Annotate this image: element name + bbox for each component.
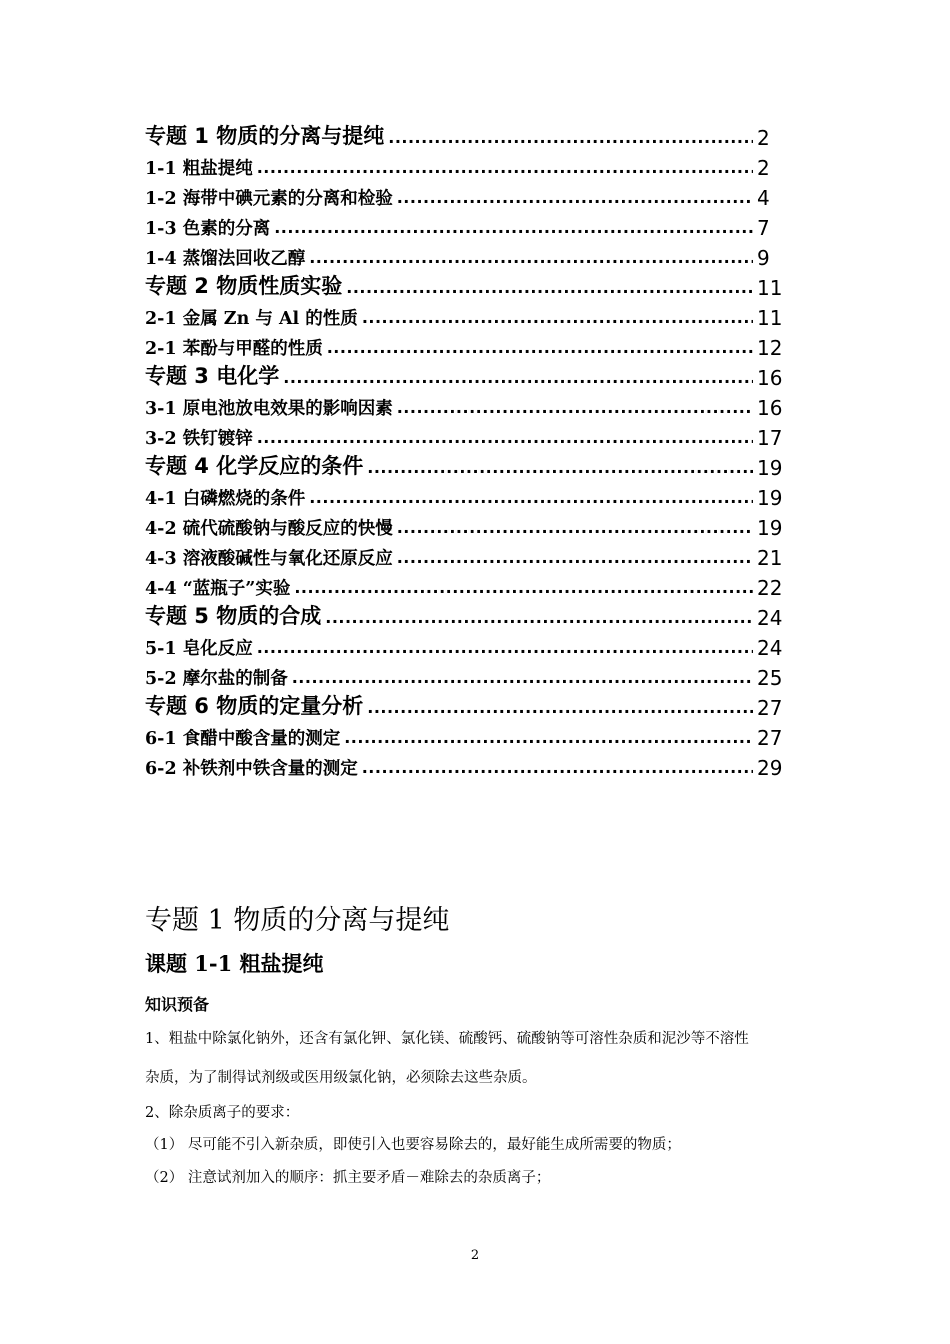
toc-entry[interactable]: [145, 360, 795, 390]
toc-leader: [257, 638, 753, 660]
toc-entry-page: 4: [757, 186, 770, 210]
toc-entry[interactable]: [145, 630, 795, 660]
toc-entry[interactable]: [145, 480, 795, 510]
toc-entry-page: 24: [757, 636, 783, 660]
toc-entry-page: 11: [757, 306, 783, 330]
toc-entry-label: 1-1 粗盐提纯: [145, 159, 253, 179]
toc-entry-label: 专题 4 化学反应的条件: [145, 454, 364, 478]
toc-entry[interactable]: [145, 510, 795, 540]
toc-entry-label: 4-2 硫代硫酸钠与酸反应的快慢: [145, 519, 393, 539]
toc-entry-page: 9: [757, 246, 770, 270]
toc-entry-label: 2-1 苯酚与甲醛的性质: [145, 339, 323, 359]
toc-entry-label: 5-1 皂化反应: [145, 639, 253, 659]
toc-entry-page: 7: [757, 216, 770, 240]
toc-entry-label: 6-2 补铁剂中铁含量的测定: [145, 759, 358, 779]
body-paragraph: 1、粗盐中除氯化钠外，还含有氯化钾、氯化镁、硫酸钙、硫酸钠等可溶性杂质和泥沙等不溶性: [145, 1031, 749, 1047]
toc-leader: [367, 458, 753, 480]
toc-leader: [257, 158, 753, 180]
body-paragraph: 杂质，为了制得试剂级或医用级氯化钠，必须除去这些杂质。: [145, 1070, 537, 1086]
toc-leader: [257, 428, 753, 450]
toc-leader: [309, 248, 753, 270]
toc-leader: [397, 188, 753, 210]
toc-entry-page: 19: [757, 456, 783, 480]
toc-entry-page: 25: [757, 666, 783, 690]
toc-leader: [274, 218, 753, 240]
toc-entry-label: 专题 5 物质的合成: [145, 604, 322, 628]
toc-entry[interactable]: [145, 720, 795, 750]
toc-entry-page: 11: [757, 276, 783, 300]
toc-entry-label: 专题 1 物质的分离与提纯: [145, 124, 385, 148]
toc-entry[interactable]: [145, 180, 795, 210]
toc-entry[interactable]: [145, 750, 795, 780]
toc-entry-page: 27: [757, 696, 783, 720]
toc-entry-label: 专题 3 电化学: [145, 364, 280, 388]
body-paragraph: （1） 尽可能不引入新杂质，即使引入也要容易除去的，最好能生成所需要的物质；: [145, 1137, 681, 1153]
toc-entry-page: 2: [757, 156, 770, 180]
toc-entry-page: 2: [757, 126, 770, 150]
toc-entry[interactable]: [145, 240, 795, 270]
toc-leader: [325, 608, 753, 630]
toc-entry-page: 29: [757, 756, 783, 780]
toc-entry-page: 19: [757, 516, 783, 540]
toc-entry[interactable]: [145, 450, 795, 480]
toc-entry-page: 12: [757, 336, 783, 360]
body-paragraph: 2、除杂质离子的要求：: [145, 1105, 300, 1121]
knowledge-prep-heading: 知识预备: [145, 995, 210, 1014]
toc-entry[interactable]: [145, 690, 795, 720]
toc-entry-label: 1-4 蒸馏法回收乙醇: [145, 249, 306, 269]
toc-entry-label: 6-1 食醋中酸含量的测定: [145, 729, 341, 749]
toc-entry[interactable]: [145, 210, 795, 240]
toc-entry-label: 4-4 “蓝瓶子”实验: [145, 579, 291, 599]
toc-entry-label: 3-2 铁钉镀锌: [145, 429, 253, 449]
toc-entry[interactable]: [145, 150, 795, 180]
toc-entry-page: 16: [757, 396, 783, 420]
toc-entry-label: 3-1 原电池放电效果的影响因素: [145, 399, 393, 419]
toc-entry[interactable]: [145, 540, 795, 570]
toc-entry-label: 专题 6 物质的定量分析: [145, 694, 364, 718]
toc-entry[interactable]: [145, 270, 795, 300]
table-of-contents: [145, 120, 795, 780]
page-number: 2: [470, 1248, 480, 1263]
toc-leader: [294, 578, 753, 600]
toc-entry-page: 24: [757, 606, 783, 630]
toc-entry-page: 21: [757, 546, 783, 570]
toc-entry-label: 4-1 白磷燃烧的条件: [145, 489, 306, 509]
toc-entry[interactable]: [145, 120, 795, 150]
toc-entry-page: 27: [757, 726, 783, 750]
toc-leader: [309, 488, 753, 510]
toc-leader: [397, 548, 753, 570]
toc-entry-page: 19: [757, 486, 783, 510]
toc-entry[interactable]: [145, 330, 795, 360]
toc-entry-page: 16: [757, 366, 783, 390]
toc-leader: [292, 668, 753, 690]
toc-entry-label: 2-1 金属 Zn 与 Al 的性质: [145, 309, 358, 329]
toc-entry[interactable]: [145, 600, 795, 630]
toc-leader: [344, 728, 753, 750]
toc-entry-page: 22: [757, 576, 783, 600]
toc-entry[interactable]: [145, 570, 795, 600]
toc-leader: [362, 758, 753, 780]
lesson-title: 课题 1-1 粗盐提纯: [145, 951, 324, 976]
toc-leader: [397, 518, 753, 540]
toc-leader: [397, 398, 753, 420]
toc-entry-label: 5-2 摩尔盐的制备: [145, 669, 288, 689]
toc-entry-page: 17: [757, 426, 783, 450]
toc-entry[interactable]: [145, 420, 795, 450]
toc-entry-label: 专题 2 物质性质实验: [145, 274, 343, 298]
toc-leader: [283, 368, 753, 390]
toc-leader: [362, 308, 753, 330]
toc-entry-label: 1-2 海带中碘元素的分离和检验: [145, 189, 393, 209]
toc-entry-label: 4-3 溶液酸碱性与氧化还原反应: [145, 549, 393, 569]
body-paragraph: （2） 注意试剂加入的顺序：抓主要矛盾－难除去的杂质离子；: [145, 1170, 551, 1186]
toc-entry[interactable]: [145, 390, 795, 420]
toc-entry[interactable]: [145, 660, 795, 690]
section-title: 专题 1 物质的分离与提纯: [145, 905, 450, 936]
toc-leader: [327, 338, 753, 360]
toc-leader: [346, 278, 753, 300]
toc-leader: [367, 698, 753, 720]
toc-leader: [388, 128, 753, 150]
toc-entry[interactable]: [145, 300, 795, 330]
toc-entry-label: 1-3 色素的分离: [145, 219, 271, 239]
